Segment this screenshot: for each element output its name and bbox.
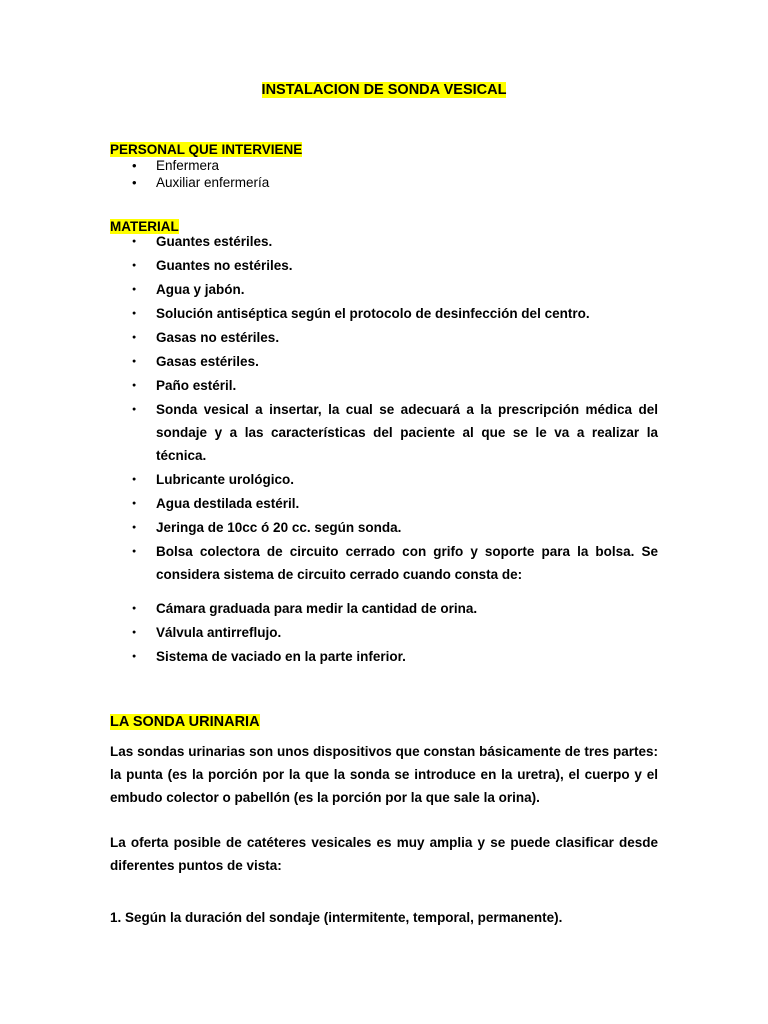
- list-item: ● Agua y jabón.: [128, 278, 658, 301]
- personal-heading: PERSONAL QUE INTERVIENE: [110, 142, 303, 157]
- sonda-heading: LA SONDA URINARIA: [110, 714, 260, 730]
- list-item: ● Paño estéril.: [128, 374, 658, 397]
- list-item: ● Lubricante urológico.: [128, 468, 658, 491]
- list-item: ● Guantes estériles.: [128, 230, 658, 253]
- sonda-paragraph-1: Las sondas urinarias son unos dispositivos que constan básicamente de tres partes: la punta (es la porción por la que la sonda se introduce en la uretra), el cuerpo y el embudo colector o pabellón (es la porción por la que sale la orina).: [110, 744, 658, 805]
- document-title-block: [0, 80, 768, 100]
- sonda-paragraph-2: La oferta posible de catéteres vesicales es muy amplia y se puede clasificar desde diferentes puntos de vista:: [110, 835, 658, 873]
- list-item: ● Guantes no estériles.: [128, 254, 658, 277]
- list-item: ● Solución antiséptica según el protocolo de desinfección del centro.: [128, 302, 658, 325]
- circuit-components-list: [128, 597, 658, 669]
- personal-list: [128, 157, 269, 191]
- list-item: ● Válvula antirreflujo.: [128, 621, 658, 644]
- list-item: ● Sonda vesical a insertar, la cual se adecuará a la prescripción médica del sondaje y a las características del paciente al que se le va a realizar la técnica.: [128, 398, 658, 467]
- list-item: ● Jeringa de 10cc ó 20 cc. según sonda.: [128, 516, 658, 539]
- list-item: ● Gasas estériles.: [128, 350, 658, 373]
- material-list: [128, 230, 658, 587]
- sonda-paragraph-3: 1. Según la duración del sondaje (intermitente, temporal, permanente).: [110, 910, 563, 925]
- sonda-heading-block: [110, 712, 260, 732]
- list-item: ● Agua destilada estéril.: [128, 492, 658, 515]
- list-item: • Enfermera: [128, 157, 269, 174]
- material-heading: MATERIAL: [110, 219, 179, 234]
- document-title: INSTALACION DE SONDA VESICAL: [261, 82, 507, 98]
- list-item: ● Gasas no estériles.: [128, 326, 658, 349]
- list-item: ● Cámara graduada para medir la cantidad de orina.: [128, 597, 658, 620]
- list-item: ● Bolsa colectora de circuito cerrado con grifo y soporte para la bolsa. Se considera sistema de circuito cerrado cuando consta de:: [128, 540, 658, 586]
- list-item: • Auxiliar enfermería: [128, 174, 269, 191]
- list-item: ● Sistema de vaciado en la parte inferior.: [128, 645, 658, 668]
